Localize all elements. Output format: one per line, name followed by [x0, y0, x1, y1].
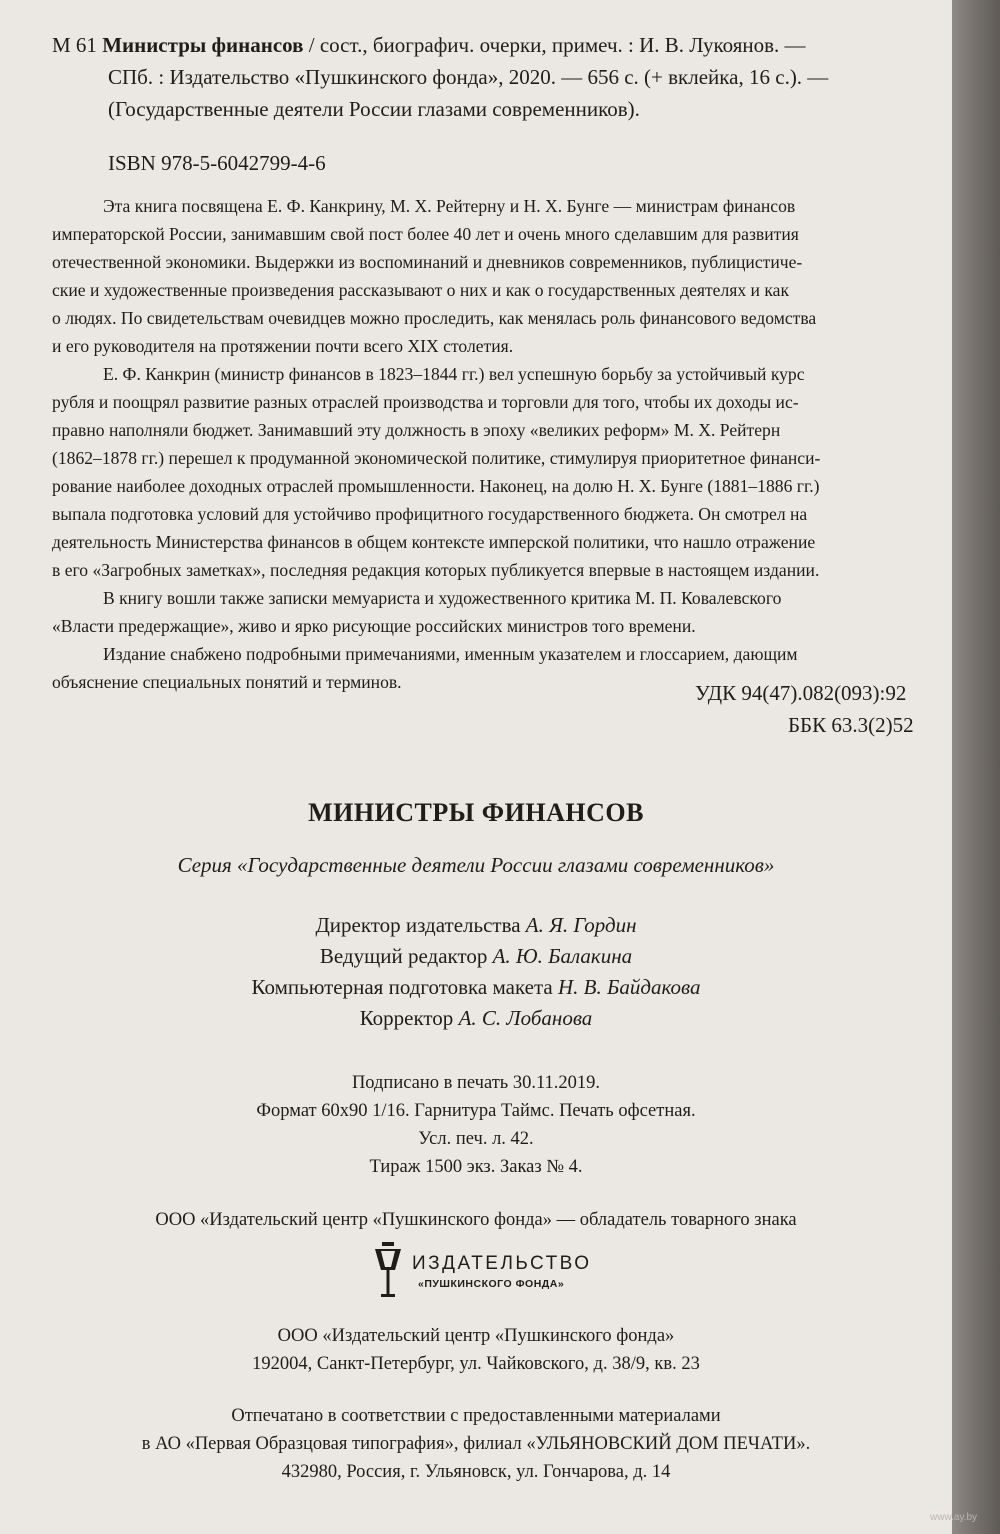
printing-line: Подписано в печать 30.11.2019.: [351, 1073, 601, 1093]
credit-line: [0, 944, 952, 969]
annotation-line: и его руководителя на протяжении почти всего XIX столетия.: [52, 336, 514, 356]
printing-line: Тираж 1500 экз. Заказ № 4.: [369, 1157, 583, 1177]
annotation-line: отечественной экономики. Выдержки из воспоминаний и дневников современников, публицистиче-: [52, 252, 803, 272]
bibliographic-line-1: [52, 33, 806, 58]
credit-name: А. Ю. Балакина: [492, 944, 633, 968]
annotation-line: Издание снабжено подробными примечаниями, именным указателем и глоссарием, дающим: [103, 644, 798, 664]
printer-line: в АО «Первая Образцовая типография», филиал «УЛЬЯНОВСКИЙ ДОМ ПЕЧАТИ».: [141, 1434, 811, 1454]
credit-line: [0, 1006, 952, 1031]
annotation-line: о людях. По свидетельствам очевидцев можно проследить, как менялась роль финансового ведомства: [52, 308, 817, 328]
annotation-line: В книгу вошли также записки мемуариста и художественного критика М. П. Ковалевского: [103, 588, 782, 608]
bib-responsibility: / сост., биографич. очерки, примеч. : И. В. Лукоянов. —: [303, 33, 806, 57]
annotation-line: рование наиболее доходных отраслей промышленности. Наконец, на долю Н. Х. Бунге (1881–1886 гг.): [52, 476, 820, 496]
isbn: ISBN 978-5-6042799-4-6: [108, 151, 326, 175]
annotation-line: Эта книга посвящена Е. Ф. Канкрину, М. Х. Рейтерну и Н. Х. Бунге — министрам финансов: [103, 196, 796, 216]
annotation-line: (1862–1878 гг.) перешел к продуманной экономической политике, стимулируя приоритетное финанси-: [52, 448, 821, 468]
credit-role: Корректор: [359, 1006, 454, 1030]
credit-name: А. С. Лобанова: [458, 1006, 593, 1030]
annotation-line: объяснение специальных понятий и терминов.: [52, 672, 402, 692]
bibliographic-line-3: (Государственные деятели России глазами современников).: [108, 97, 640, 121]
annotation-line: императорской России, занимавшим свой пост более 40 лет и очень много сделавшим для развития: [52, 224, 799, 244]
page-edge-shadow: [952, 0, 1000, 1534]
publisher-line: ООО «Издательский центр «Пушкинского фонда»: [277, 1326, 675, 1346]
watermark: www.ay.by: [930, 1512, 978, 1523]
udk-code: УДК 94(47).082(093):92: [695, 681, 907, 705]
page-title: МИНИСТРЫ ФИНАНСОВ: [308, 798, 644, 827]
bibliographic-line-2: СПб. : Издательство «Пушкинского фонда», 2020. — 656 с. (+ вклейка, 16 с.). —: [108, 65, 829, 89]
credit-line: [0, 975, 952, 1000]
printer-line: Отпечатано в соответствии с предоставленными материалами: [231, 1406, 721, 1426]
bbk-code: ББК 63.3(2)52: [788, 713, 914, 737]
annotation-line: рубля и поощрял развитие разных отраслей производства и торговли для того, чтобы их доходы ис-: [52, 392, 799, 412]
annotation-line: деятельность Министерства финансов в общем контексте имперской политики, что нашло отражение: [52, 532, 816, 552]
credit-name: Н. В. Байдакова: [557, 975, 701, 999]
printing-line: Усл. печ. л. 42.: [418, 1129, 534, 1149]
credit-role: Директор издательства: [315, 913, 521, 937]
trademark-notice: ООО «Издательский центр «Пушкинского фонда» — обладатель товарного знака: [155, 1210, 797, 1230]
book-title-bold: Министры финансов: [102, 33, 304, 57]
library-code: М 61: [52, 33, 97, 57]
annotation-line: правно наполняли бюджет. Занимавший эту должность в эпоху «великих реформ» М. Х. Рейтерн: [52, 420, 781, 440]
annotation-line: ские и художественные произведения рассказывают о них и как о государственных деятелях и как: [52, 280, 789, 300]
printing-line: Формат 60x90 1/16. Гарнитура Таймс. Печать офсетная.: [256, 1101, 696, 1121]
annotation-line: Е. Ф. Канкрин (министр финансов в 1823–1844 гг.) вел успешную борьбу за устойчивый курс: [103, 364, 805, 384]
logo-name: ИЗДАТЕЛЬСТВО: [412, 1253, 592, 1274]
printer-line: 432980, Россия, г. Ульяновск, ул. Гончарова, д. 14: [281, 1462, 671, 1482]
credit-line: [0, 913, 952, 938]
annotation-line: выпала подготовка условий для устойчиво профицитного государственного бюджета. Он смотрел на: [52, 504, 808, 524]
annotation-line: «Власти предержащие», живо и ярко рисующие российских министров того времени.: [52, 616, 696, 636]
credit-role: Компьютерная подготовка макета: [251, 975, 553, 999]
annotation-line: в его «Загробных заметках», последняя редакция которых публикуется впервые в настоящем издании.: [52, 560, 820, 580]
publisher-line: 192004, Санкт-Петербург, ул. Чайковского, д. 38/9, кв. 23: [252, 1354, 700, 1374]
series-title: Серия «Государственные деятели России глазами современников»: [177, 853, 775, 877]
credit-role: Ведущий редактор: [319, 944, 488, 968]
credit-name: А. Я. Гордин: [525, 913, 637, 937]
logo-subtitle: «ПУШКИНСКОГО ФОНДА»: [418, 1278, 565, 1290]
